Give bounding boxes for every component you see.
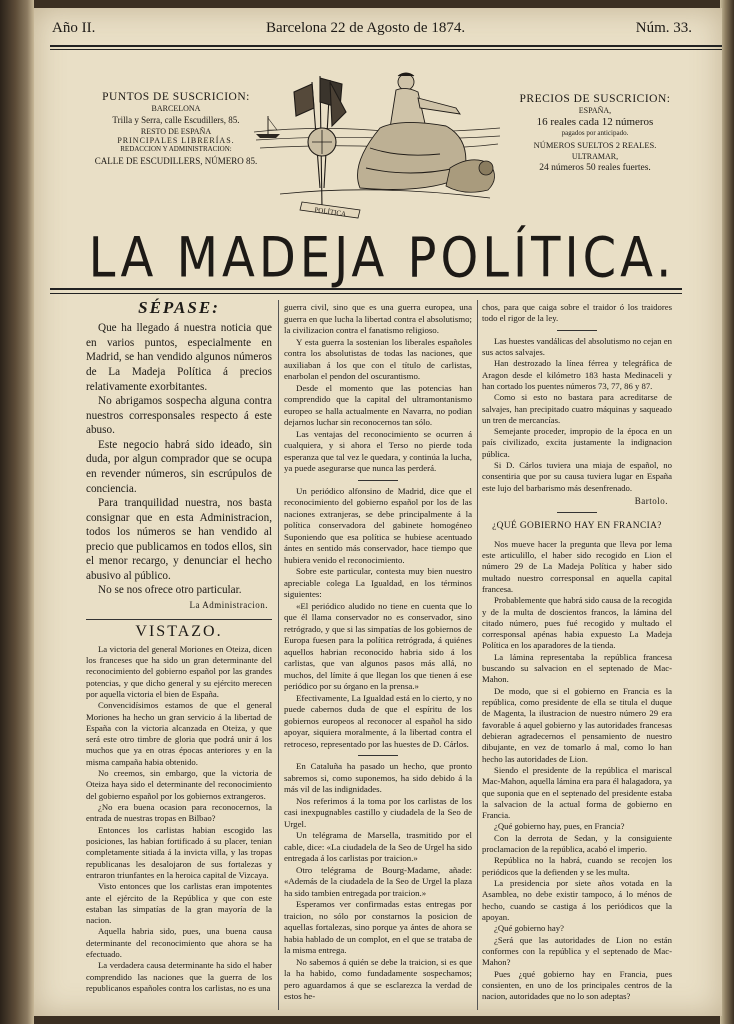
paragraph: Las ventajas del reconocimiento se ocurren á cualquiera, y si ahora el Terso no pierde toda esperanza que tal vez le quedara, y continúa la lucha, ya puede asegurarse que nunca las perderá. (284, 428, 472, 473)
paragraph: Entonces los carlistas habian escogido las posiciones, las habian fortificado á su placer, tenian completamente sitiada á la invicta villa, y las tropas republicanas les desalojaron de sus fortalezas y entraron triunfantes en la heroica capital de Vizcaya. (86, 824, 272, 880)
paragraph: Con la derrota de Sedan, y la consiguiente proclamacion de la república, acabó el imperio. (482, 832, 672, 855)
paragraph: Desde el momento que las potencias han comprendido que la capital del ultramontanismo europeo se halla actualmente en Navarra, no podian dejarnos luchar sin reconocernos tan sólo. (284, 382, 472, 427)
paragraph: Un telégrama de Marsella, trasmitido por el cable, dice: «La ciudadela de la Seo de Urgel ha sido entregada á los carlistas por traicion.» (284, 830, 472, 863)
paragraph: Han destrozado la línea férrea y telegráfica de Aragon desde el kilómetro 183 hasta Medinaceli y han cortado los puentes números 73, 77, 86 y 87. (482, 358, 672, 391)
divider (358, 480, 398, 481)
paragraph: Semejante proceder, impropio de la época en un país civilizado, excita justamente la indignacion pública. (482, 426, 672, 459)
paragraph: La lámina representaba la república francesa buscando su salvacion en el septenado de Mac-Mahon. (482, 651, 672, 685)
paragraph: Aquella habria sido, pues, una buena causa determinante del reconocimiento que ahora se ha efectuado. (86, 926, 272, 960)
header-rule-thin (50, 49, 722, 50)
paragraph: De modo, que si el gobierno en Francia es la república, como presidente de ella se titula el duque de Magenta, la ilustracion de nuestro número 29 era favorable á aquel gobierno y las autoridades francesas debieran agradecernos el pensamiento de nuestro dibujante, en vez de tomarlo á mal, como lo han hecho las autoridades de Lion. (482, 685, 672, 764)
page-edge (720, 0, 734, 1024)
prices-line: ULTRAMAR, (571, 152, 619, 161)
paragraph: No creemos, sin embargo, que la victoria de Oteiza haya sido el determinante del reconocimiento del gobierno español por los gobiernos extrangeros. (86, 768, 272, 801)
prices-line: ESPAÑA, (578, 106, 612, 115)
divider (557, 330, 597, 331)
notice-title: SÉPASE: (138, 298, 220, 317)
paragraph: No abrigamos sospecha alguna contra nuestros corresponsales respecto á este abuso. (86, 395, 272, 437)
points-line: RESTO DE ESPAÑA (140, 127, 212, 136)
paragraph: ¿Será que las autoridades de Lion no están conformes con la república y el septenado de Mac-Mahon? (482, 934, 672, 968)
banner-staffs-icon (294, 76, 346, 208)
paragraph: ¿No era buena ocasion para reconocernos, la entrada de nuestras tropas en Bilbao? (86, 802, 272, 824)
paragraph: Las huestes vandálicas del absolutismo no cejan en sus actos salvajes. (482, 335, 672, 357)
notice-body (86, 321, 272, 598)
masthead-rule (50, 288, 682, 290)
points-line: PRINCIPALES LIBRERÍAS. (117, 136, 235, 145)
header-rule (50, 45, 722, 47)
paragraph: En Cataluña ha pasado un hecho, que pronto sabremos si, como suponemos, ha sido debido á la más vil de las indignidades. (284, 761, 472, 794)
paragraph: Probablemente que habrá sido causa de la recogida y de la multa de doscientos francos, la lámina del citado número, pues fué recogido y multado el corresponsal apénas habia expuesto La Madeja Política en los aparadores de la tienda. (482, 595, 672, 651)
column-rule (477, 300, 478, 1010)
masthead-rule-thin (50, 293, 682, 294)
paragraph: La presidencia por siete años votada en la Asamblea, no debe existir tampoco, á lo ménos de hecho, cuando se castiga á los periódicos que la apoyan. (482, 878, 672, 922)
sash-text: POLÍTICA (313, 205, 347, 219)
paragraph: Que ha llegado á nuestra noticia que en varios puntos, especialmente en Madrid, se han vendido algunos números de La Madeja Política á precios relativamente exorbitantes. (86, 322, 272, 393)
paragraph: República no la habrá, cuando se recojen los periódicos que la defienden y se les multa. (482, 855, 672, 877)
paragraph: Otro telégrama de Bourg-Madame, añade: «Además de la ciudadela de la Seo de Urgel la plaza ha sido tambien entregada por traicion.» (284, 864, 472, 898)
paragraph: Visto entonces que los carlistas eran impotentes ante el ejército de la República y que con este estaban las simpatías de la gran mayoría de la nacion. (86, 881, 272, 926)
paragraph: La victoria del general Moriones en Oteiza, dicen los franceses que ha sido un gran determinante del reconocimiento del gobierno español por las grandes potencias, y que dicho general y su ejército merecen por aquella victoria el bien de España. (86, 643, 272, 699)
paragraph: guerra civil, sino que es una guerra europea, una guerra en que lucha la libertad contra el absolutismo; la civilizacion contra el fanatismo religioso. (284, 302, 472, 335)
paragraph: chos, para que caiga sobre el traidor ó los traidores todo el rigor de la ley. (482, 302, 672, 324)
points-line: Trilla y Serra, calle Escudillers, 85. (112, 115, 240, 125)
book-spine (0, 0, 34, 1024)
masthead-title: LA MADEJA POLÍTICA. (88, 226, 676, 291)
column-2 (284, 302, 472, 1003)
issue-number: Núm. 33. (635, 20, 692, 36)
paragraph: No sabemos á quién se debe la traicion, si es que la ha habido, como fundadamente sospechamos; pero aguardamos á que se esclarezca la verdad de estos he- (284, 956, 472, 1001)
paragraph: No se nos ofrece otro particular. (98, 584, 242, 597)
ship-icon (256, 116, 280, 138)
section-title: VISTAZO. (86, 619, 272, 637)
prices-line: 16 reales cada 12 números (536, 116, 654, 128)
paragraph: Y esta guerra la sostenian los liberales españoles contra los absolutistas de todas las naciones, que auxiliaban á los que con el título de carlistas, enarbolan el pendon del oscurantismo. (284, 336, 472, 381)
paragraph: Nos mueve hacer la pregunta que lleva por lema este articulillo, el haber sido recogido en Lion el número 29 de La Madeja Política y haber sido multado nuestro corresponsal en aquella capital francesa. (482, 538, 672, 594)
section-title: ¿QUÉ GOBIERNO HAY EN FRANCIA? (492, 521, 662, 532)
paragraph: Nos referimos á la toma por los carlistas de los casi inexpugnables castillo y ciudadela de la Seo de Urgel. (284, 795, 472, 829)
prices-line: 24 números 50 reales fuertes. (539, 163, 651, 173)
paragraph: Como si esto no bastara para acreditarse de salvajes, han precipitado cuatro máquinas y saqueado un tren de mercancías. (482, 392, 672, 425)
points-line: CALLE DE ESCUDILLERS, NÚMERO 85. (94, 156, 258, 166)
paragraph: Efectivamente, La Igualdad está en lo cierto, y no puede cabernos duda de que el espíritu de los gobiernos europeos al reconocer al español ha sido apoyar, siquiera moralmente, á la libertad contra el retroceso, representado por las huestes de D. Cárlos. (284, 692, 472, 749)
prices-heading: PRECIOS DE SUSCRICION: (519, 93, 671, 105)
paragraph: Sobre este particular, contesta muy bien nuestro apreciable colega La Igualdad, en los términos siguientes: (284, 566, 472, 599)
prices-line: NÚMEROS SUELTOS 2 REALES. (533, 140, 657, 150)
paragraph: Este negocio habrá sido ideado, sin duda, por algun comprador que se ocupa en revender números, sin escrúpulos de conciencia. (86, 438, 272, 495)
paragraph: «El periódico aludido no tiene en cuenta que lo que él llama conservador no es conservador, sino retrógrado, y que si las simpatías de los gobiernos de Europa fuesen para la política retrógrada, á quiénes aquellos habrian reconocido habria sido á los carlistas, que van algunos pasos más allá, no muchos, del límite á que llegan los que tienen á ese periódico por su órgano en la prensa.» (284, 600, 472, 691)
paragraph: Si D. Cárlos tuviera una miaja de español, no consentiria que por su causa tuviera lugar en España este lujo del barbarismo más desenfrenado. (482, 460, 672, 493)
prices-line: pagados por anticipado. (561, 129, 629, 137)
suscription-points (86, 90, 266, 168)
points-line: REDACCION Y ADMINISTRACION: (120, 145, 232, 153)
dateline: Barcelona 22 de Agosto de 1874. (265, 20, 466, 36)
paragraph: Pues ¿qué gobierno hay en Francia, pues consienten, en uno de los principales centros de la nacion, autoridades que no lo son adeptas? (482, 968, 672, 1002)
paragraph: Esperamos ver confirmadas estas entregas por traicion, no sólo por constarnos la posicion de aquellas fortalezas, sino porque ya ántes de ahora se habia hablado de un complot, en el que se trataba de la misma entrega. (284, 899, 472, 955)
divider (557, 512, 597, 513)
column-rule (278, 300, 279, 1010)
article-signature: Bartolo. (634, 496, 668, 506)
paragraph: Convencidísimos estamos de que el general Moriones ha hecho un gran servicio á la libertad de España con la victoria alcanzada en Oteiza, y que será este otro timbre de gloria que podrá unir á los muchos que ya en otras épocas anteriores y en la misma campaña habia obtenido. (86, 700, 272, 767)
paragraph: Un periódico alfonsino de Madrid, dice que el reconocimiento del gobierno español por los de las naciones extranjeras, se debe principalmente á la política conservadora del gabinete homogéneo Suponiendo que esa política se hubiese acentuado ántes en sentido más conservador, hace tiempo que hubiera venido el reconocimiento. (284, 485, 472, 565)
paragraph: La verdadera causa determinante ha sido el haber comprendido las naciones que la guerra de los republicanos españoles contra los carlistas, no es una (86, 960, 272, 993)
column-1 (86, 298, 272, 994)
divider (358, 755, 398, 756)
paragraph: ¿Qué gobierno hay, pues, en Francia? (494, 821, 625, 832)
allegory-vignette (250, 68, 506, 220)
year-label: Año II. (52, 20, 96, 36)
column-3 (482, 302, 672, 1002)
paragraph: Siendo el presidente de la república el mariscal Mac-Mahon, aquella lámina era para él halagadora, ya que suponia que en el septenado del presidente estaba la salvacion de la actual forma de gobierno en Francia. (482, 764, 672, 821)
header-line (52, 20, 692, 37)
suscription-points-heading: PUNTOS DE SUSCRICION: (102, 91, 250, 103)
paragraph: ¿Qué gobierno hay? (494, 923, 564, 934)
notice-signature: La Administracion. (189, 600, 268, 610)
paragraph: Para tranquilidad nuestra, nos basta consignar que en esta Administracion, todos los números se han vendido al precio que publicamos en todos ellos, sin el menor recargo, y denunciar el hecho abusivo al público. (86, 497, 272, 582)
suscription-prices (510, 92, 680, 175)
points-line: BARCELONA (151, 104, 201, 113)
